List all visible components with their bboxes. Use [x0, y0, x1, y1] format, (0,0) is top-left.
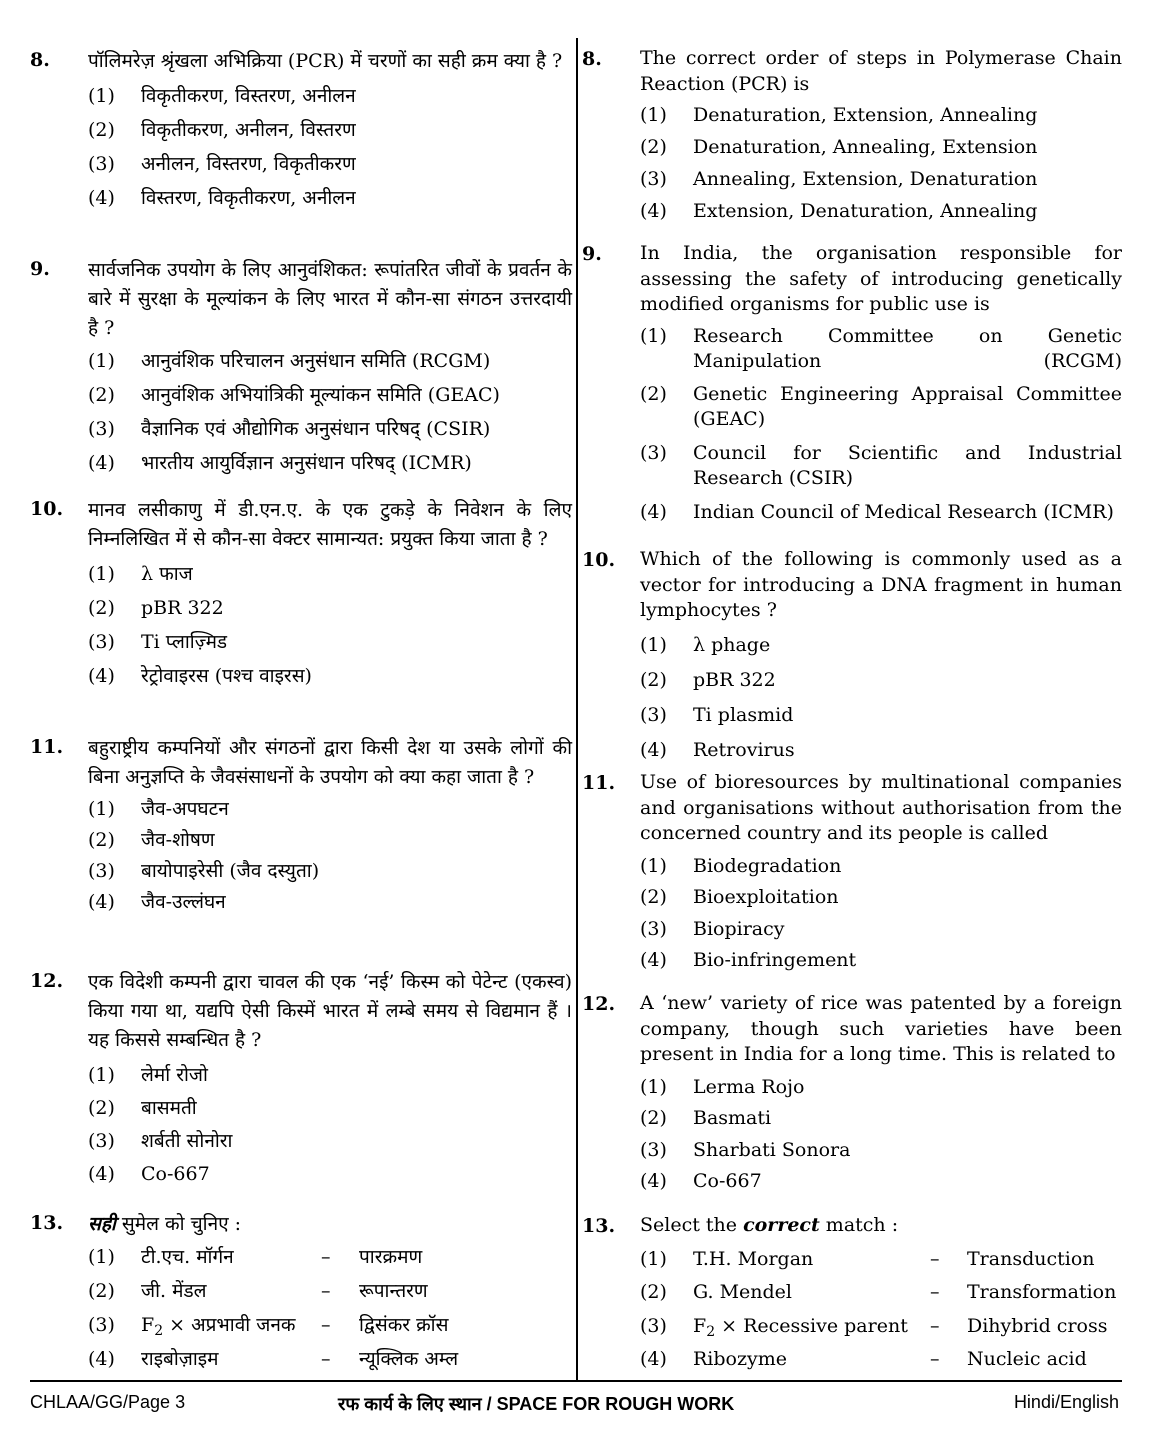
- question-9-english: [582, 241, 1122, 532]
- match-row-3: (3) $F_2$ × अप्रभावी जनक – द्विसंकर क्रॉस: [88, 1314, 449, 1339]
- question-number: 11.: [582, 772, 616, 794]
- option-1: (1) लेर्मा रोजो: [88, 1064, 208, 1086]
- question-number: 13.: [30, 1212, 64, 1234]
- option-3: (3) Sharbati Sonora: [640, 1138, 851, 1161]
- question-text: Select the correct match :: [640, 1214, 899, 1236]
- match-row-1: (1) टी.एच. मॉर्गन – पारक्रमण: [88, 1246, 423, 1268]
- option-2: (2) pBR 322: [88, 597, 224, 619]
- option-2: (2) आनुवंशिक अभियांत्रिकी मूल्यांकन समिति (GEAC): [88, 384, 500, 406]
- option-2: (2) Genetic Engineering Appraisal Committee (GEAC): [640, 382, 1122, 430]
- question-12-english: [582, 991, 1122, 1201]
- option-4: (4) विस्तरण, विकृतीकरण, अनीलन: [88, 187, 356, 209]
- question-number: 8.: [30, 49, 50, 71]
- question-number: 9.: [30, 258, 50, 280]
- option-1: (1) Denaturation, Extension, Annealing: [640, 104, 1038, 126]
- question-text: पॉलिमरेज़ श्रृंखला अभिक्रिया (PCR) में चरणों का सही क्रम क्या है ?: [88, 50, 563, 72]
- option-3: (3) Council for Scientific and Industrial Research (CSIR): [640, 441, 1122, 489]
- match-row-4: (4) Ribozyme – Nucleic acid: [640, 1348, 1087, 1370]
- option-2: (2) pBR 322: [640, 668, 776, 691]
- option-3: (3) Annealing, Extension, Denaturation: [640, 168, 1038, 190]
- option-4: (4) Bio-infringement: [640, 949, 857, 971]
- question-text: मानव लसीकाणु में डी.एन.ए. के एक टुकड़े के निवेशन के लिए निम्नलिखित में से कौन-सा वेक्टर सामान्यत: प्रयुक्त किया जाता है ?: [88, 499, 572, 550]
- question-text: In India, the organisation responsible for assessing the safety of introducing genetically modified organisms for public use is: [640, 242, 1122, 315]
- option-3: (3) Ti प्लाज़्मिड: [88, 631, 228, 653]
- question-text: बहुराष्ट्रीय कम्पनियों और संगठनों द्वारा किसी देश या उसके लोगों की बिना अनुज्ञप्ति के जैवसंसाधनों के उपयोग को क्या कहा जाता है ?: [88, 737, 572, 788]
- question-text: A ‘new’ variety of rice was patented by a foreign company, though such varieties have been present in India for a long time. This is related to: [640, 992, 1122, 1065]
- question-13-hindi: [30, 1210, 572, 1381]
- option-1: (1) Biodegradation: [640, 854, 842, 877]
- question-text: सार्वजनिक उपयोग के लिए आनुवंशिकत: रूपांतरित जीवों के प्रवर्तन के बारे में सुरक्षा के मूल्यांकन के लिए भारत में कौन-सा संगठन उत्तरदायी है ?: [88, 259, 572, 339]
- language-label: Hindi/English: [1013, 1392, 1119, 1412]
- question-number: 9.: [582, 243, 602, 265]
- option-1: (1) जैव-अपघटन: [88, 798, 229, 820]
- question-12-hindi: [30, 968, 572, 1195]
- match-row-2: (2) G. Mendel – Transformation: [640, 1281, 1117, 1303]
- match-row-4: (4) राइबोज़ाइम – न्यूक्लिक अम्ल: [88, 1348, 459, 1370]
- question-number: 10.: [30, 498, 64, 520]
- match-row-3: (3) $F_2$ × Recessive parent – Dihybrid cross: [640, 1314, 1108, 1340]
- option-2: (2) विकृतीकरण, अनीलन, विस्तरण: [88, 119, 356, 141]
- option-2: (2) Basmati: [640, 1107, 772, 1129]
- option-3: (3) Ti plasmid: [640, 703, 794, 726]
- option-4: (4) जैव-उल्लंघन: [88, 891, 226, 913]
- question-9-hindi: [30, 256, 572, 485]
- option-3: (3) Biopiracy: [640, 917, 785, 940]
- option-4: (4) Co-667: [88, 1163, 210, 1185]
- column-divider: [576, 38, 578, 1380]
- question-text: The correct order of steps in Polymerase Chain Reaction (PCR) is: [640, 47, 1122, 95]
- option-1: (1) λ फाज: [88, 563, 193, 585]
- question-8-english: [582, 46, 1122, 231]
- option-3: (3) शर्बती सोनोरा: [88, 1130, 233, 1152]
- option-4: (4) Indian Council of Medical Research (ICMR): [640, 500, 1114, 523]
- emphasis: correct: [743, 1214, 820, 1236]
- rough-work-label: रफ कार्य के लिए स्थान / SPACE FOR ROUGH WORK: [338, 1394, 735, 1414]
- option-2: (2) जैव-शोषण: [88, 829, 215, 851]
- question-13-english: [582, 1213, 1122, 1381]
- option-2: (2) बासमती: [88, 1097, 197, 1119]
- option-4: (4) भारतीय आयुर्विज्ञान अनुसंधान परिषद् (ICMR): [88, 452, 472, 474]
- option-2: (2) Denaturation, Annealing, Extension: [640, 136, 1038, 158]
- option-3: (3) वैज्ञानिक एवं औद्योगिक अनुसंधान परिषद् (CSIR): [88, 418, 491, 440]
- question-number: 12.: [582, 993, 616, 1015]
- question-number: 11.: [30, 736, 64, 758]
- option-1: (1) विकृतीकरण, विस्तरण, अनीलन: [88, 85, 356, 107]
- option-1: (1) Research Committee on Genetic Manipulation (RCGM): [640, 324, 1122, 372]
- option-1: (1) λ phage: [640, 633, 771, 656]
- question-8-hindi: [30, 47, 572, 220]
- question-10-english: [582, 547, 1122, 768]
- option-4: (4) रेट्रोवाइरस (पश्च वाइरस): [88, 665, 312, 687]
- option-4: (4) Co-667: [640, 1170, 762, 1192]
- page-code: CHLAA/GG/Page 3: [30, 1392, 186, 1412]
- match-row-1: (1) T.H. Morgan – Transduction: [640, 1247, 1095, 1270]
- question-11-english: [582, 770, 1122, 980]
- option-1: (1) आनुवंशिक परिचालन अनुसंधान समिति (RCGM): [88, 350, 491, 372]
- question-number: 13.: [582, 1215, 616, 1237]
- question-text: Which of the following is commonly used as a vector for introducing a DNA fragment in human lymphocytes ?: [640, 548, 1122, 621]
- option-3: (3) अनीलन, विस्तरण, विकृतीकरण: [88, 153, 356, 175]
- option-2: (2) Bioexploitation: [640, 886, 839, 908]
- option-4: (4) Retrovirus: [640, 738, 795, 761]
- question-11-hindi: [30, 734, 572, 921]
- emphasis: सही: [88, 1213, 116, 1235]
- match-row-2: (2) जी. मेंडल – रूपान्तरण: [88, 1280, 428, 1302]
- question-10-hindi: [30, 496, 572, 698]
- question-number: 8.: [582, 48, 602, 70]
- question-text: Use of bioresources by multinational companies and organisations without authorisation from the concerned country and its people is called: [640, 771, 1122, 844]
- footer-rule: [30, 1380, 1122, 1382]
- question-number: 12.: [30, 970, 64, 992]
- question-text: सही सुमेल को चुनिए :: [88, 1213, 242, 1235]
- option-1: (1) Lerma Rojo: [640, 1075, 805, 1098]
- option-3: (3) बायोपाइरेसी (जैव दस्युता): [88, 860, 320, 882]
- option-4: (4) Extension, Denaturation, Annealing: [640, 200, 1038, 222]
- question-text: एक विदेशी कम्पनी द्वारा चावल की एक ‘नई’ किस्म को पेटेन्ट (एकस्व) किया गया था, यद्यपि ऐसी किस्में भारत में लम्बे समय से विद्यमान हैं । यह किससे सम्बन्धित है ?: [88, 971, 572, 1051]
- question-number: 10.: [582, 549, 616, 571]
